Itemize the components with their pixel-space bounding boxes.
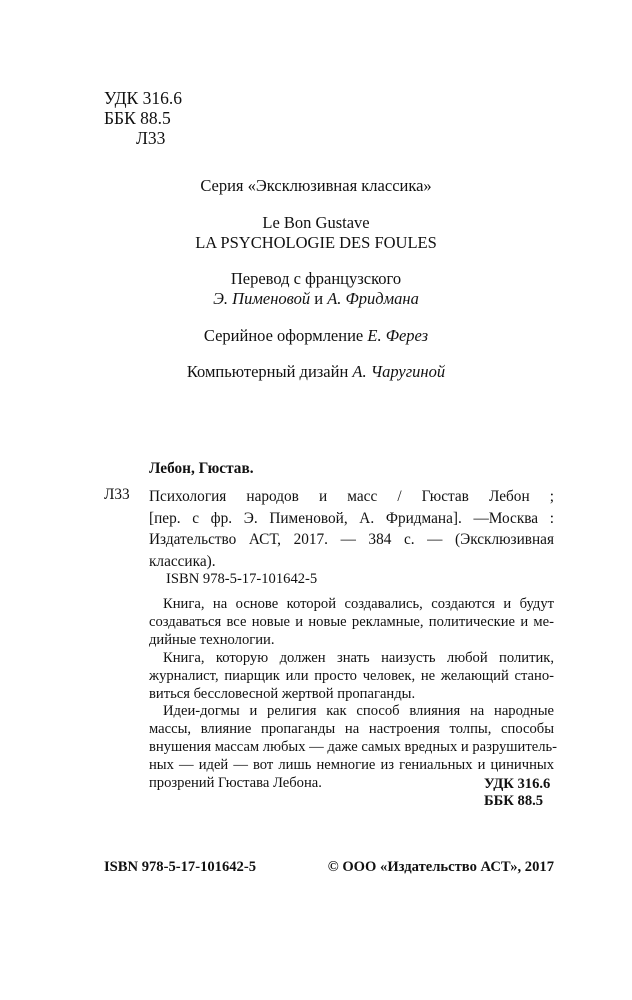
annotation-line: ных — идей — вот лишь немногие из гениальных и циничных [149,757,554,774]
series-designer: Е. Ферез [367,326,429,345]
author-mark: Л33 [136,128,166,148]
udk-code: УДК 316.6 [104,88,182,108]
annotation-paragraph [149,650,554,704]
translator-1: Э. Пименовой [213,289,311,308]
annotation-line: внушения массам любых — даже самых вредных и разрушитель- [149,739,557,756]
catalog-isbn: ISBN 978-5-17-101642-5 [166,571,318,587]
annotation-line: журналист, пиарщик или просто человек, не желающий стано- [149,667,554,684]
computer-design [0,362,632,382]
original-author: Le Bon Gustave [262,213,370,232]
series-title: Серия «Эксклюзивная классика» [200,176,432,195]
computer-designer: А. Чаругиной [352,362,446,381]
annotation-line: Идеи-догмы и религия как способ влияния на народные [163,703,554,720]
translation-label: Перевод с французского [230,269,402,288]
translators-conj: и [310,289,328,308]
annotation-line: массы, влияние пропаганды на настроения толпы, способы [149,721,554,738]
catalog-line: Психология народов и масс / Гюстав Лебон ; [149,488,554,505]
annotation [149,596,557,793]
catalog-line: Издательство АСТ, 2017. — 384 с. — (Эксклюзивная [149,531,554,548]
annotation-line: дийные технологии. [149,631,275,648]
catalog-author-heading: Лебон, Гюстав. [149,460,254,477]
annotation-line: Книга, которую должен знать наизусть любой политик, [163,649,554,666]
annotation-line: виться бессловесной жертвой пропаганды. [149,685,416,702]
catalog-mark: Л33 [104,486,130,503]
annotation-line: Книга, на основе которой создавались, создаются и будут [163,596,554,612]
annotation-line: создаваться все новые и новые рекламные, политические и ме- [149,613,554,630]
series-design [0,326,632,346]
series-design-label: Серийное оформление [203,326,368,345]
footer-isbn: ISBN 978-5-17-101642-5 [104,859,257,875]
translator-2: А. Фридмана [327,289,419,308]
annotation-paragraph [149,596,554,650]
annotation-line: прозрений Гюстава Лебона. [149,775,322,792]
bbk-code: ББК 88.5 [104,108,171,128]
translators [0,289,632,309]
footer-copyright: © ООО «Издательство АСТ», 2017 [327,859,554,875]
original-title: LA PSYCHOLOGIE DES FOULES [195,233,437,252]
bbk-code-bottom: ББК 88.5 [484,793,544,809]
catalog-description [149,486,554,572]
catalog-line: классика). [149,552,216,570]
computer-design-label: Компьютерный дизайн [186,362,353,381]
catalog-line: [пер. с фр. Э. Пименовой, А. Фридмана]. —Москва : [149,509,554,527]
udk-code-bottom: УДК 316.6 [484,776,551,792]
